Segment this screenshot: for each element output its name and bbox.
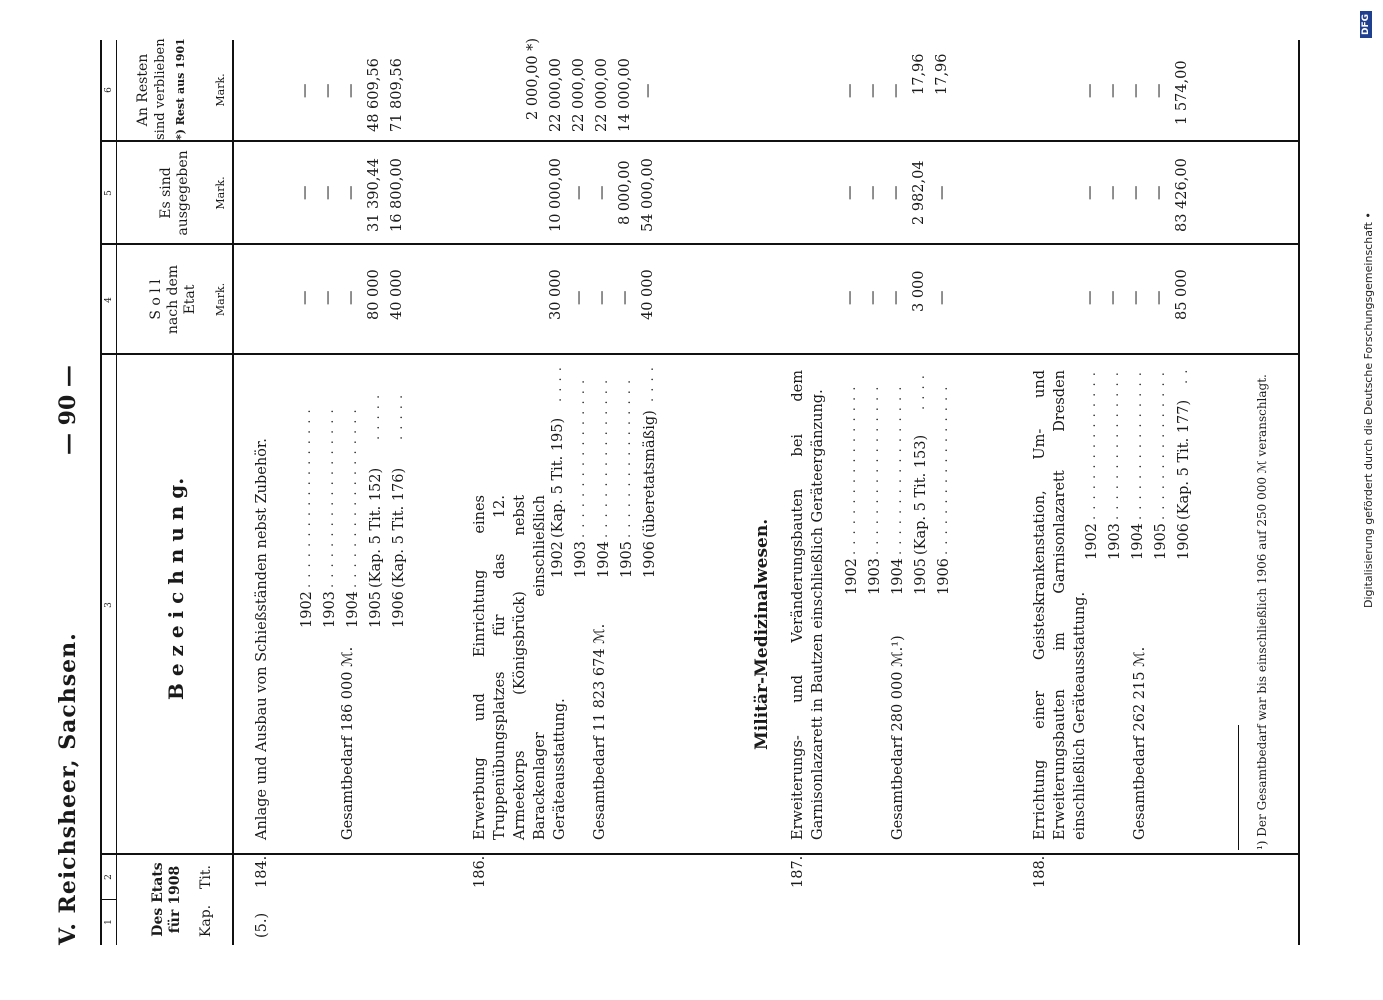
col-divider-4-5 — [100, 243, 1300, 245]
header-soll-unit: Mark. — [214, 282, 227, 317]
row-188-1903-year: 1903 — [1107, 523, 1123, 560]
row-184-1904-rest: — — [343, 83, 359, 98]
row-184-1903-aus: — — [320, 185, 336, 200]
row-188-1906-rest: 1 574,00 — [1174, 60, 1190, 125]
footnote: ¹) Der Gesamtbedarf war bis einschließlich 1906 auf 250 000 ℳ veranschlagt. — [1255, 374, 1269, 850]
entry-188-gesamtbedarf: Gesamtbedarf 262 215 ℳ. — [1132, 646, 1148, 840]
page-number: — 90 — — [55, 365, 81, 455]
dot-leader: . . . . . . . . . . . . . . . . . — [936, 385, 951, 555]
header-ausgegeben-line2: ausgegeben — [175, 150, 191, 236]
col-divider-2-3 — [100, 853, 1300, 855]
header-kap: Kap. — [198, 904, 214, 938]
dot-leader: . . . . . . . . . . . . . . . — [1084, 371, 1099, 520]
row-184-1905-ref: (Kap. 5 Tit. 152) — [368, 467, 384, 588]
kap-value: (5.) — [254, 912, 270, 938]
row-186-1903-rest: 22 000,00 — [571, 58, 587, 132]
header-soll-line1: S o l l — [148, 279, 164, 320]
entry-186-gesamtbedarf: Gesamtbedarf 11 823 674 ℳ. — [592, 623, 608, 840]
row-186-1902-rest: 22 000,00 — [548, 58, 564, 132]
dot-leader: . . . . . — [368, 393, 383, 440]
row-186-1902-soll: 30 000 — [548, 269, 564, 320]
row-184-1904-soll: — — [343, 290, 359, 305]
row-187-1904-rest: — — [888, 83, 904, 98]
entry-187-gesamtbedarf: Gesamtbedarf 280 000 ℳ.¹) — [890, 635, 906, 840]
header-soll-line2: nach dem — [165, 264, 181, 335]
row-187-1905-soll: 3 000 — [911, 270, 927, 312]
row-186-1904-rest: 22 000,00 — [594, 58, 610, 132]
row-187-1902-aus: — — [842, 185, 858, 200]
row-186-1905-year: 1905 — [619, 541, 635, 578]
column-number-4: 4 — [104, 297, 114, 303]
row-184-1903-rest: — — [320, 83, 336, 98]
row-187-1904-soll: — — [888, 290, 904, 305]
row-187-1902-rest: — — [842, 83, 858, 98]
digitization-notice: Digitalisierung gefördert durch die Deutsche Forschungsgemeinschaft • — [1362, 212, 1375, 608]
column-number-6: 6 — [104, 87, 114, 93]
row-184-1903-year: 1903 — [322, 591, 338, 628]
row-184-1903-soll: — — [320, 290, 336, 305]
column-number-1: 1 — [104, 919, 114, 925]
header-reste-unit: Mark. — [214, 73, 227, 107]
row-188-1905-soll: — — [1151, 290, 1167, 305]
row-187-1903-soll: — — [865, 290, 881, 305]
row-184-1902-rest: — — [297, 83, 313, 98]
row-186-1902-year: 1902 — [550, 541, 566, 578]
row-184-1905-year: 1905 — [368, 591, 384, 628]
row-184-1904-aus: — — [343, 185, 359, 200]
row-188-1902-rest: — — [1082, 83, 1098, 98]
row-188-1904-year: 1904 — [1130, 523, 1146, 560]
footnote-rule — [1238, 725, 1239, 850]
row-187-1905-year: 1905 — [913, 558, 929, 595]
column-number-5: 5 — [104, 190, 114, 196]
row-184-1902-year: 1902 — [299, 591, 315, 628]
dot-leader: . . . . . . . . . . . . . . . . — [573, 378, 588, 538]
col-divider-3-4 — [100, 353, 1300, 355]
dot-leader: . . . . . . . . . . . . . . . — [1107, 371, 1122, 520]
header-bottom-rule — [232, 40, 234, 945]
row-188-1904-aus: — — [1128, 185, 1144, 200]
col-divider-1-2 — [100, 899, 116, 900]
tit-188: 188. — [1032, 855, 1048, 888]
row-187-1902-year: 1902 — [844, 558, 860, 595]
row-184-1906-year: 1906 — [391, 591, 407, 628]
dot-leader: . . . . . . . . . . . . . . . — [1153, 371, 1168, 520]
dot-leader: . . . . — [642, 366, 657, 402]
row-186-1904-soll: — — [594, 290, 610, 305]
row-186-1903-aus: — — [571, 185, 587, 200]
row-186-1906-rest: — — [640, 83, 656, 98]
dot-leader: . . . . — [550, 366, 565, 402]
dot-leader: . . . . . . . . . . . . . . . . . — [844, 385, 859, 555]
row-187-1903-year: 1903 — [867, 558, 883, 595]
colnum-rule — [116, 40, 117, 945]
header-tit: Tit. — [198, 865, 214, 889]
row-187-1906-rest: 17,96 — [934, 53, 950, 95]
row-184-1906-soll: 40 000 — [389, 269, 405, 320]
header-reste-line3: *) Rest aus 1901 — [174, 38, 187, 140]
section-heading: Militär-Medizinalwesen. — [752, 518, 772, 750]
row-186-1902-ref: (Kap. 5 Tit. 195) — [550, 417, 566, 538]
row-184-1906-ref: (Kap. 5 Tit. 176) — [391, 467, 407, 588]
row-186-1903-year: 1903 — [573, 541, 589, 578]
dot-leader: . . . . . . . . . . . . . . . . . — [867, 385, 882, 555]
dot-leader: . . . . — [913, 374, 928, 410]
header-reste-line1: An Resten — [135, 53, 151, 127]
row-186-1906-ref: (überetatsmäßig) — [642, 410, 658, 538]
entry-188-title: Errichtung einer Geisteskrankenstation, Um- und Erweiterungsbauten im Garnisonlazarett Dresden einschließlich Geräteausstattung. — [1032, 370, 1088, 840]
row-186-1904-year: 1904 — [596, 541, 612, 578]
row-186-1902-aus: 10 000,00 — [548, 158, 564, 232]
tit-184: 184. — [254, 855, 270, 888]
row-184-1906-rest: 71 809,56 — [389, 58, 405, 132]
page-title: V. Reichsheer, Sachsen. — [55, 632, 81, 945]
row-186-1906-soll: 40 000 — [640, 269, 656, 320]
dot-leader: . . . . . . . . . . . . . . . . . . — [299, 408, 314, 588]
dot-leader: . . . . . . . . . . . . . . . . . . — [322, 408, 337, 588]
row-184-1902-soll: — — [297, 290, 313, 305]
row-184-1906-aus: 16 800,00 — [389, 158, 405, 232]
row-188-1906-aus: 83 426,00 — [1174, 158, 1190, 232]
row-188-1906-year: 1906 — [1176, 523, 1192, 560]
row-188-1903-aus: — — [1105, 185, 1121, 200]
row-186-1905-aus: 8 000,00 — [617, 160, 633, 225]
header-bezeichnung: B e z e i c h n u n g. — [164, 477, 188, 700]
row-186-1906-aus: 54 000,00 — [640, 158, 656, 232]
dot-leader: . . — [1176, 368, 1191, 384]
row-188-1906-ref: (Kap. 5 Tit. 177) — [1176, 399, 1192, 520]
row-187-1905-aus: 2 982,04 — [911, 160, 927, 225]
dot-leader: . . . . . — [391, 393, 406, 440]
row-184-1905-aus: 31 390,44 — [366, 158, 382, 232]
row-184-1905-soll: 80 000 — [366, 269, 382, 320]
column-number-2: 2 — [104, 874, 114, 880]
row-188-1904-soll: — — [1128, 290, 1144, 305]
entry-187-title: Erweiterungs- und Veränderungsbauten bei dem Garnisonlazarett in Bautzen einschließlich Geräteergänzung. — [790, 370, 826, 840]
row-187-1904-year: 1904 — [890, 558, 906, 595]
row-188-1906-soll: 85 000 — [1174, 269, 1190, 320]
row-187-1906-aus: — — [934, 185, 950, 200]
row-188-1902-aus: — — [1082, 185, 1098, 200]
row-186-1904-aus: — — [594, 185, 610, 200]
header-etats-1908: Des Etats für 1908 — [150, 862, 183, 937]
dot-leader: . . . . . . . . . . . . . . . . . . — [345, 408, 360, 588]
row-188-1903-soll: — — [1105, 290, 1121, 305]
row-184-1902-aus: — — [297, 185, 313, 200]
dot-leader: . . . . . . . . . . . . . . . . — [596, 378, 611, 538]
row-187-1906-year: 1906 — [936, 558, 952, 595]
header-reste-line2: sind verblieben — [153, 38, 168, 140]
row-186-rest1901: 2 000,00 *) — [525, 37, 541, 120]
row-187-1905-rest: 17,96 — [911, 53, 927, 95]
row-188-1902-year: 1902 — [1084, 523, 1100, 560]
row-187-1906-soll: — — [934, 290, 950, 305]
row-187-1905-ref: (Kap. 5 Tit. 153) — [913, 434, 929, 555]
table-bottom-rule — [1298, 40, 1300, 945]
header-ausgegeben-unit: Mark. — [214, 176, 227, 210]
tit-187: 187. — [790, 855, 806, 888]
row-187-1904-aus: — — [888, 185, 904, 200]
column-number-3: 3 — [104, 602, 114, 608]
row-188-1902-soll: — — [1082, 290, 1098, 305]
dot-leader: . . . . . . . . . . . . . . . . . — [890, 385, 905, 555]
row-187-1902-soll: — — [842, 290, 858, 305]
row-184-1904-year: 1904 — [345, 591, 361, 628]
dot-leader: . . . . . . . . . . . . . . . . — [619, 378, 634, 538]
dot-leader: . . . . . . . . . . . . . . . — [1130, 371, 1145, 520]
row-184-1905-rest: 48 609,56 — [366, 58, 382, 132]
row-188-1905-year: 1905 — [1153, 523, 1169, 560]
dfg-logo: DFG — [1360, 11, 1372, 38]
row-188-1905-aus: — — [1151, 185, 1167, 200]
entry-184-title: Anlage und Ausbau von Schießständen nebst Zubehör. — [254, 438, 270, 840]
row-188-1905-rest: — — [1151, 83, 1167, 98]
header-ausgegeben-line1: Es sind — [158, 167, 174, 219]
row-186-1905-rest: 14 000,00 — [617, 58, 633, 132]
row-188-1904-rest: — — [1128, 83, 1144, 98]
entry-186-title: Erwerbung und Einrichtung eines Truppenübungsplatzes für das 12. Armeekorps (Königsbrück) nebst Barackenlager einschließlich Geräteausstattung. — [472, 495, 568, 840]
row-187-1903-rest: — — [865, 83, 881, 98]
row-186-1903-soll: — — [571, 290, 587, 305]
entry-184-gesamtbedarf: Gesamtbedarf 186 000 ℳ. — [340, 646, 356, 840]
row-186-1905-soll: — — [617, 290, 633, 305]
table-top-rule — [100, 40, 102, 945]
row-187-1903-aus: — — [865, 185, 881, 200]
header-soll-line3: Etat — [182, 284, 198, 315]
row-186-1906-year: 1906 — [642, 541, 658, 578]
tit-186: 186. — [472, 855, 488, 888]
col-divider-5-6 — [100, 140, 1300, 142]
row-188-1903-rest: — — [1105, 83, 1121, 98]
